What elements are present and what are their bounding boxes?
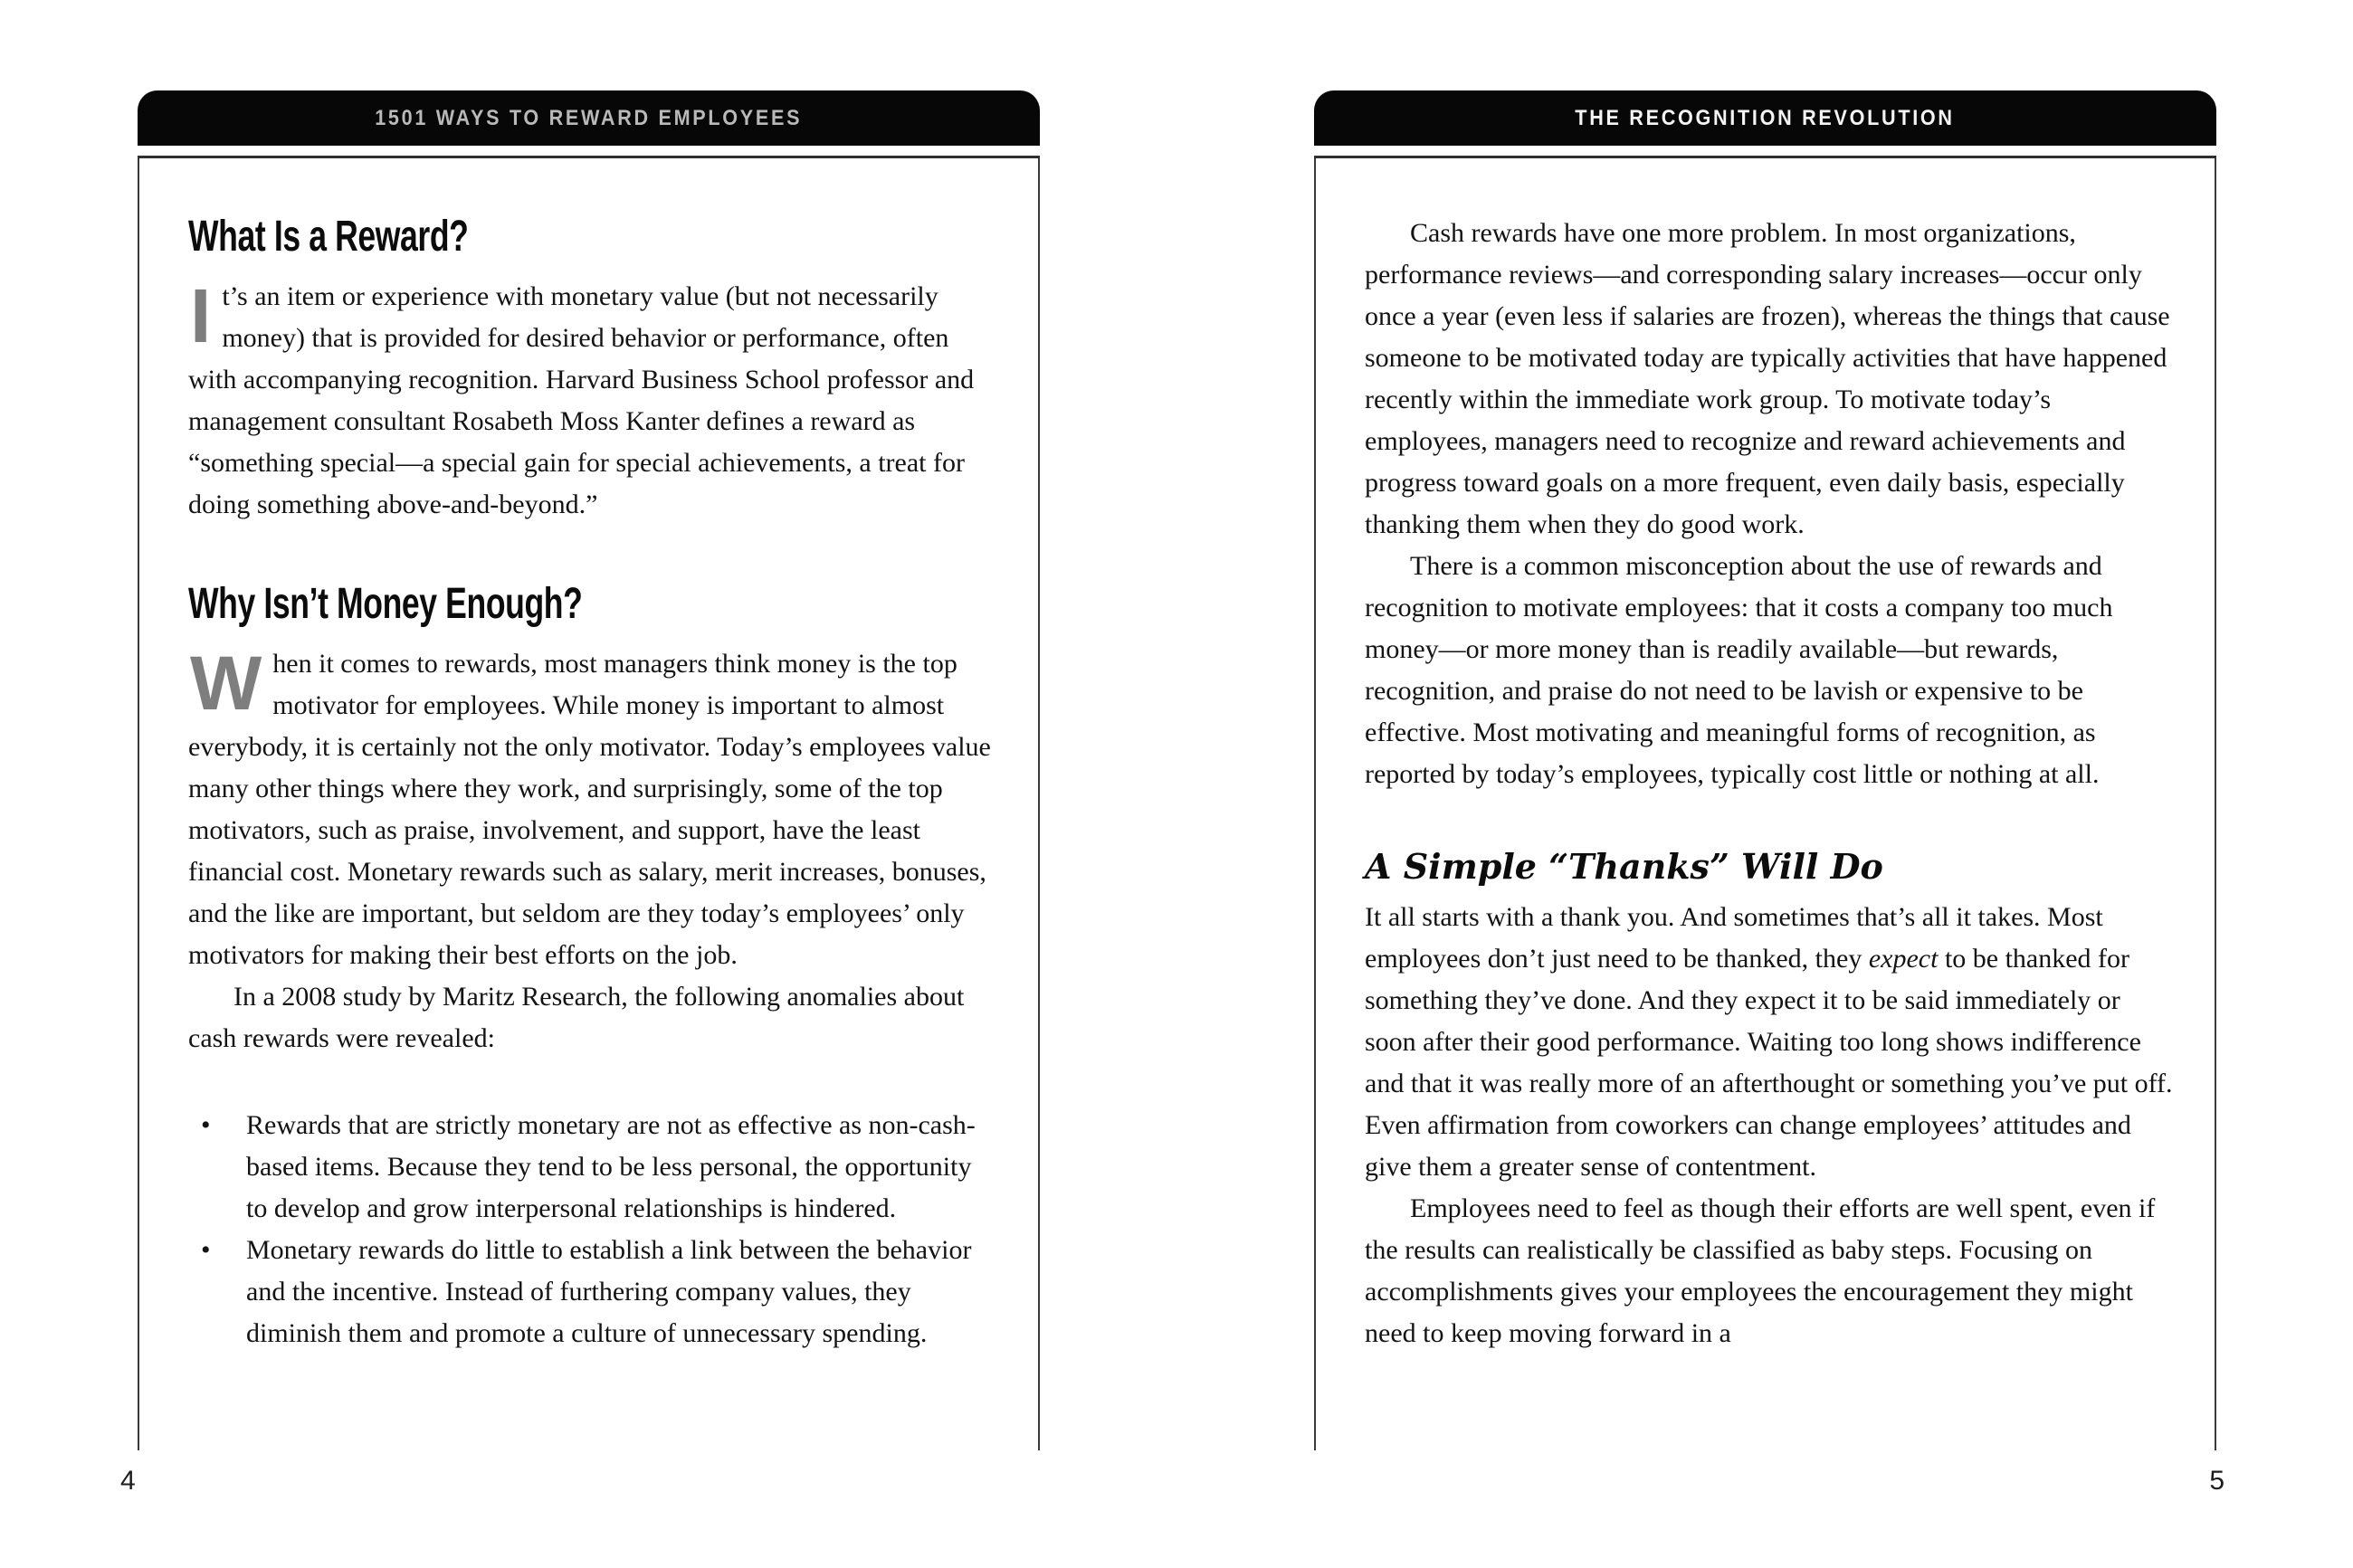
paragraph-thank-you-before: It all starts with a thank you. And sometimes that’s all it takes. Most employees don’t just need to be thanked, they <box>1365 902 2103 974</box>
section-heading-simple-thanks: A Simple “Thanks” Will Do <box>1365 846 1883 887</box>
left-page-content <box>188 158 997 1354</box>
page-number-right: 5 <box>2209 1466 2224 1496</box>
paragraph-thank-you <box>1365 897 2174 1188</box>
paragraph-thank-you-after: to be thanked for something they’ve done. And they expect it to be said immediately or soon after their good performance. Waiting too long shows indifference and that it was really more of an afterthought or something you’ve put off. Even affirmation from coworkers can change employees’ attitudes and give them a greater sense of contentment. <box>1365 944 2173 1182</box>
dropcap-i: I <box>190 273 212 358</box>
paragraph-why-isnt-money-enough <box>188 643 997 976</box>
paragraph-cash-rewards-problem: Cash rewards have one more problem. In most organizations, performance reviews—and corresponding salary increases—occur only once a year (even less if salaries are frozen), whereas the things that cause someone to be motivated today are typically activities that have happened recently within the immediate work group. To motivate today’s employees, managers need to recognize and reward achievements and progress toward goals on a more frequent, even daily basis, especially thanking them when they do good work. <box>1365 218 2170 539</box>
section-heading-why-isnt-money-enough: Why Isn’t Money Enough? <box>188 580 583 628</box>
page-right <box>1314 90 2216 1466</box>
bullet-list <box>188 1105 997 1354</box>
section-heading-what-is-a-reward: What Is a Reward? <box>188 213 469 261</box>
page-left <box>138 90 1040 1466</box>
bullet-item-2: • Monetary rewards do little to establish a link between the behavior and the incentive. Instead of furthering company values, they diminish them and promote a culture of unnecessary spending. <box>188 1230 997 1354</box>
paragraph-what-is-a-reward <box>188 273 997 526</box>
paragraph-maritz-study: In a 2008 study by Maritz Research, the following anomalies about cash rewards were revealed: <box>188 982 965 1053</box>
book-title: 1501 WAYS TO REWARD EMPLOYEES <box>375 105 803 130</box>
right-header-bar <box>1314 90 2216 146</box>
paragraph-employees-efforts: Employees need to feel as though their efforts are well spent, even if the results can realistically be classified as baby steps. Focusing on accomplishments gives your employees the encouragement they might need to keep moving forward in a <box>1365 1193 2156 1348</box>
dropcap-w: W <box>190 641 262 726</box>
paragraph-why-isnt-money-enough-text: hen it comes to rewards, most managers think money is the top motivator for employees. While money is important to almost everybody, it is certainly not the only motivator. Today’s employees value many other things where they work, and surprisingly, some of the top motivators, such as praise, involvement, and support, have the least financial cost. Monetary rewards such as salary, merit increases, bonuses, and the like are important, but seldom are they today’s employees’ only motivators for making their best efforts on the job. <box>188 649 991 970</box>
chapter-title: THE RECOGNITION REVOLUTION <box>1575 105 1956 130</box>
paragraph-misconception: There is a common misconception about the use of rewards and recognition to motivate employees: that it costs a company too much money—or more money than is readily available—but rewards, recognition, and praise do not need to be lavish or expensive to be effective. Most motivating and meaningful forms of recognition, as reported by today’s employees, typically cost little or nothing at all. <box>1365 551 2113 789</box>
left-header-bar <box>138 90 1040 146</box>
paragraph-what-is-a-reward-text: t’s an item or experience with monetary value (but not necessarily money) that is provided for desired behavior or performance, often with accompanying recognition. Harvard Business School professor and management consultant Rosabeth Moss Kanter defines a reward as “something special—a special gain for special achievements, a treat for doing something above-and-beyond.” <box>188 281 975 519</box>
bullet-item-1: • Rewards that are strictly monetary are not as effective as non-cash-based items. Because they tend to be less personal, the opportunity to develop and grow interpersonal relationships is hindered. <box>188 1105 997 1230</box>
page-number-left: 4 <box>120 1466 136 1496</box>
right-page-content <box>1365 158 2174 1354</box>
paragraph-thank-you-italic-word: expect <box>1868 944 1939 974</box>
